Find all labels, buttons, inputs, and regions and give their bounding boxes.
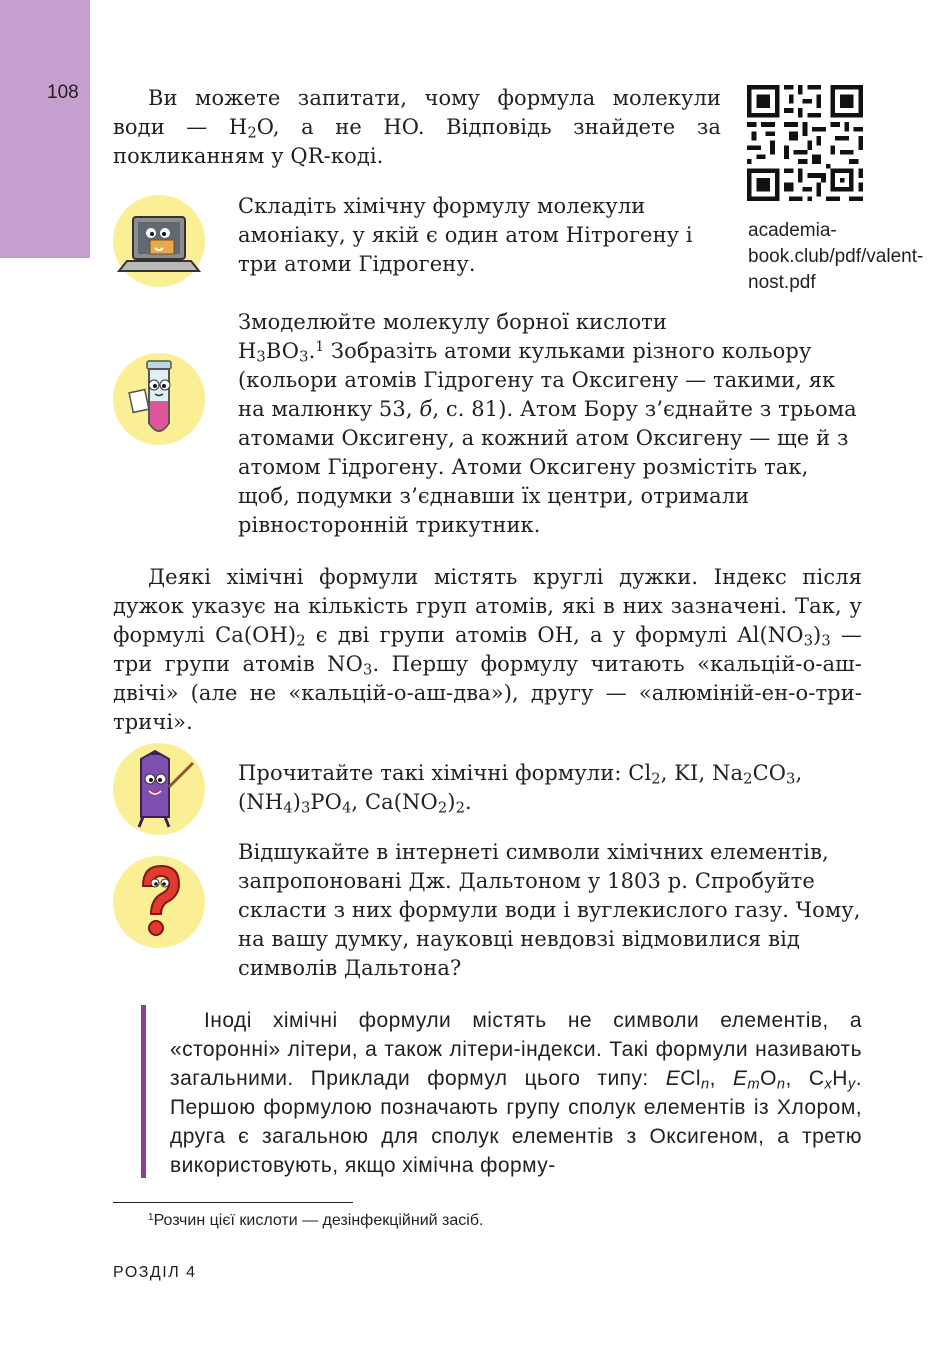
info-box-accent-line bbox=[141, 1005, 146, 1178]
pencil-character-icon bbox=[113, 743, 205, 835]
info-box-text: Іноді хімічні формули містять не символи елементів, а «сторонні» літери, а також літери-індекси. Такі формули називають загальними. Приклади формул цього типу: ECl$_n$, $E_mO_n$, $C_xH_y$. Першою формулою позначають групу сполук елементів із Хлором, друга є загальною для сполук елементів з Оксигеном, а третю використовують, якщо хімічна форму- bbox=[170, 1009, 862, 1177]
task3-text: Прочитайте такі хімічні формули: $Cl_2$, KI, $Na_2CO_3$, $(NH_4)_3PO_4$, $Ca(NO_2)_2$. bbox=[238, 761, 803, 817]
task4-text: Відшукайте в інтернеті символи хімічних елементів, запропоновані Дж. Дальтоном у 1803 р. Спробуйте скласти з них формули води і вуглекислого газу. Чому, на вашу думку, науковці невдовзі відмовилися від символів Дальтона? bbox=[238, 840, 861, 980]
brackets-paragraph: Деякі хімічні формули містять круглі дужки. Індекс після дужок указує на кількість груп атомів, які в них зазначені. Так, у формулі $Ca(OH)_2$ є дві групи атомів OH, а у формулі $Al(NO_3)_3$ — три групи атомів $NO_3$. Першу формулу читають «кальцій-о-аш-двічі» (але не «кальцій-о-аш-два»), другу — «алюміній-ен-о-три-тричі». bbox=[113, 565, 862, 734]
chapter-tab bbox=[0, 0, 90, 258]
task2-text: $H_3BO_3.^1$ Зобразіть атоми кульками різного кольору (кольори атомів Гідрогену та Оксигену — такими, як на малюнку 53, б, с. 81). Атом Бору з’єднайте з трьома атомами Оксигену, а кожний атом Оксигену — ще й з атомом Гідрогену. Атоми Оксигену розмістіть так, щоб, подумки з’єднавши їх центри, отримали рівносторонній трикутник. bbox=[238, 339, 857, 537]
footnote: $^1$Розчин цієї кислоти — дезінфекційний засіб. bbox=[148, 1212, 484, 1229]
task2-first-line: Змоделюйте молекулу борної кислоти bbox=[238, 310, 667, 334]
intro-paragraph: Ви можете запитати, чому формула молекули води — $H_2O$, а не HO. Відповідь знайдете за покликанням у QR-коді. bbox=[113, 86, 721, 168]
question-mark-character-icon bbox=[113, 856, 205, 948]
qr-code[interactable] bbox=[747, 85, 863, 201]
footnote-reference[interactable]: 1 bbox=[315, 339, 325, 356]
test-tube-character-icon bbox=[113, 353, 205, 445]
laptop-character-icon bbox=[113, 195, 205, 287]
footnote-divider bbox=[113, 1202, 353, 1203]
qr-link[interactable]: academia-book.club/pdf/valent-nost.pdf bbox=[748, 220, 924, 293]
page-number: 108 bbox=[47, 82, 79, 103]
task1-text: Складіть хімічну формулу молекули амоніаку, у якій є один атом Нітрогену і три атоми Гідрогену. bbox=[238, 194, 693, 276]
section-label: РОЗДІЛ 4 bbox=[113, 1264, 197, 1281]
